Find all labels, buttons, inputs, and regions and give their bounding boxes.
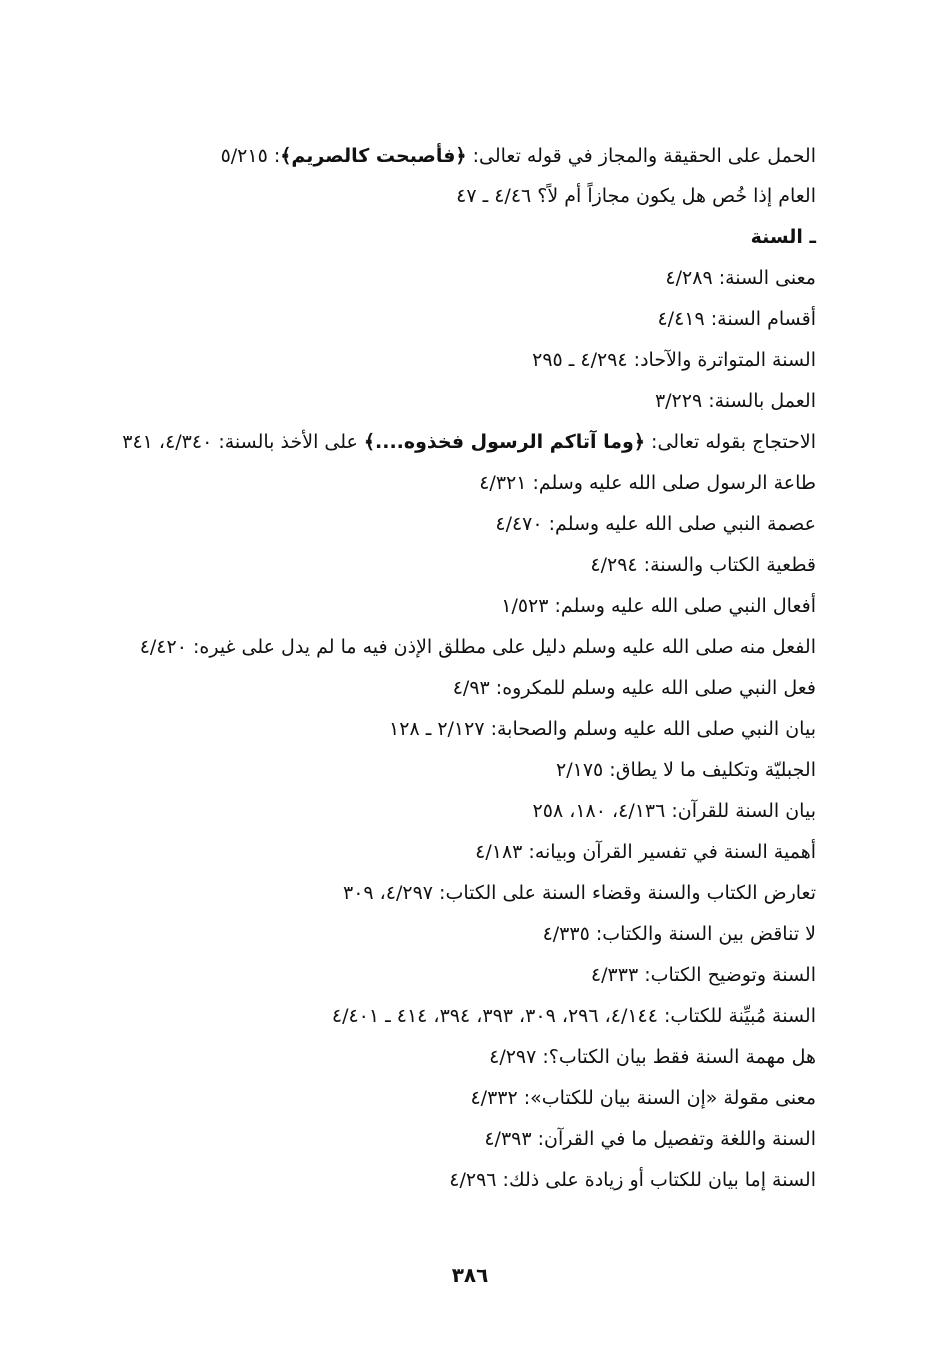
index-entry: بيان السنة للقرآن: ٤/١٣٦، ١٨٠، ٢٥٨ bbox=[532, 800, 816, 822]
index-entry: معنى مقولة «إن السنة بيان للكتاب»: ٤/٣٣٢ bbox=[470, 1087, 816, 1109]
index-entry: السنة واللغة وتفصيل ما في القرآن: ٤/٣٩٣ bbox=[484, 1128, 816, 1150]
index-entry: السنة مُبيِّنة للكتاب: ٤/١٤٤، ٢٩٦، ٣٠٩، ٣٩٣، ٣٩٤، ٤١٤ ـ ٤/٤٠١ bbox=[331, 1005, 816, 1027]
page-number: ٣٨٦ bbox=[451, 1263, 489, 1287]
index-entry: العمل بالسنة: ٣/٢٢٩ bbox=[654, 390, 816, 412]
quran-quote: ﴿فأصبحت كالصريم﴾ bbox=[280, 145, 467, 167]
index-entry: هل مهمة السنة فقط بيان الكتاب؟: ٤/٢٩٧ bbox=[489, 1046, 816, 1068]
index-entry: تعارض الكتاب والسنة وقضاء السنة على الكتاب: ٤/٢٩٧، ٣٠٩ bbox=[342, 882, 816, 904]
entry-text: الاحتجاج بقوله تعالى: bbox=[645, 431, 816, 453]
index-entry: الفعل منه صلى الله عليه وسلم دليل على مطلق الإذن فيه ما لم يدل على غيره: ٤/٤٢٠ bbox=[139, 636, 816, 658]
index-entry: السنة وتوضيح الكتاب: ٤/٣٣٣ bbox=[590, 964, 816, 986]
quran-quote: ﴿وما آتاكم الرسول فخذوه....﴾ bbox=[363, 431, 645, 453]
index-entry bbox=[26, 136, 816, 176]
index-entry: أقسام السنة: ٤/٤١٩ bbox=[657, 308, 816, 330]
index-entry: عصمة النبي صلى الله عليه وسلم: ٤/٤٧٠ bbox=[495, 513, 816, 535]
index-entry: فعل النبي صلى الله عليه وسلم للمكروه: ٤/٩٣ bbox=[452, 677, 816, 699]
section-heading: ـ السنة bbox=[750, 226, 816, 248]
index-entry: أهمية السنة في تفسير القرآن وبيانه: ٤/١٨٣ bbox=[475, 841, 816, 863]
entry-reference: : ٥/٢١٥ bbox=[220, 145, 281, 167]
index-entry: الجبليّة وتكليف ما لا يطاق: ٢/١٧٥ bbox=[556, 759, 816, 781]
index-entry bbox=[26, 422, 816, 463]
index-entry: السنة إما بيان للكتاب أو زيادة على ذلك: ٤/٢٩٦ bbox=[449, 1169, 816, 1191]
index-entry: معنى السنة: ٤/٢٨٩ bbox=[665, 267, 816, 289]
index-entries bbox=[26, 136, 816, 1201]
index-entry: أفعال النبي صلى الله عليه وسلم: ١/٥٢٣ bbox=[501, 595, 816, 617]
index-entry: طاعة الرسول صلى الله عليه وسلم: ٤/٣٢١ bbox=[479, 472, 816, 494]
index-entry: بيان النبي صلى الله عليه وسلم والصحابة: ٢/١٢٧ ـ ١٢٨ bbox=[389, 718, 816, 740]
index-entry: السنة المتواترة والآحاد: ٤/٢٩٤ ـ ٢٩٥ bbox=[532, 349, 816, 371]
index-entry: قطعية الكتاب والسنة: ٤/٢٩٤ bbox=[590, 554, 816, 576]
entry-reference: على الأخذ بالسنة: ٤/٣٤٠، ٣٤١ bbox=[122, 431, 364, 453]
entry-text: الحمل على الحقيقة والمجاز في قوله تعالى: bbox=[466, 145, 816, 167]
index-entry: لا تناقض بين السنة والكتاب: ٤/٣٣٥ bbox=[542, 923, 816, 945]
index-entry: العام إذا خُص هل يكون مجازاً أم لاً؟ ٤/٤٦ ـ ٤٧ bbox=[456, 185, 816, 207]
